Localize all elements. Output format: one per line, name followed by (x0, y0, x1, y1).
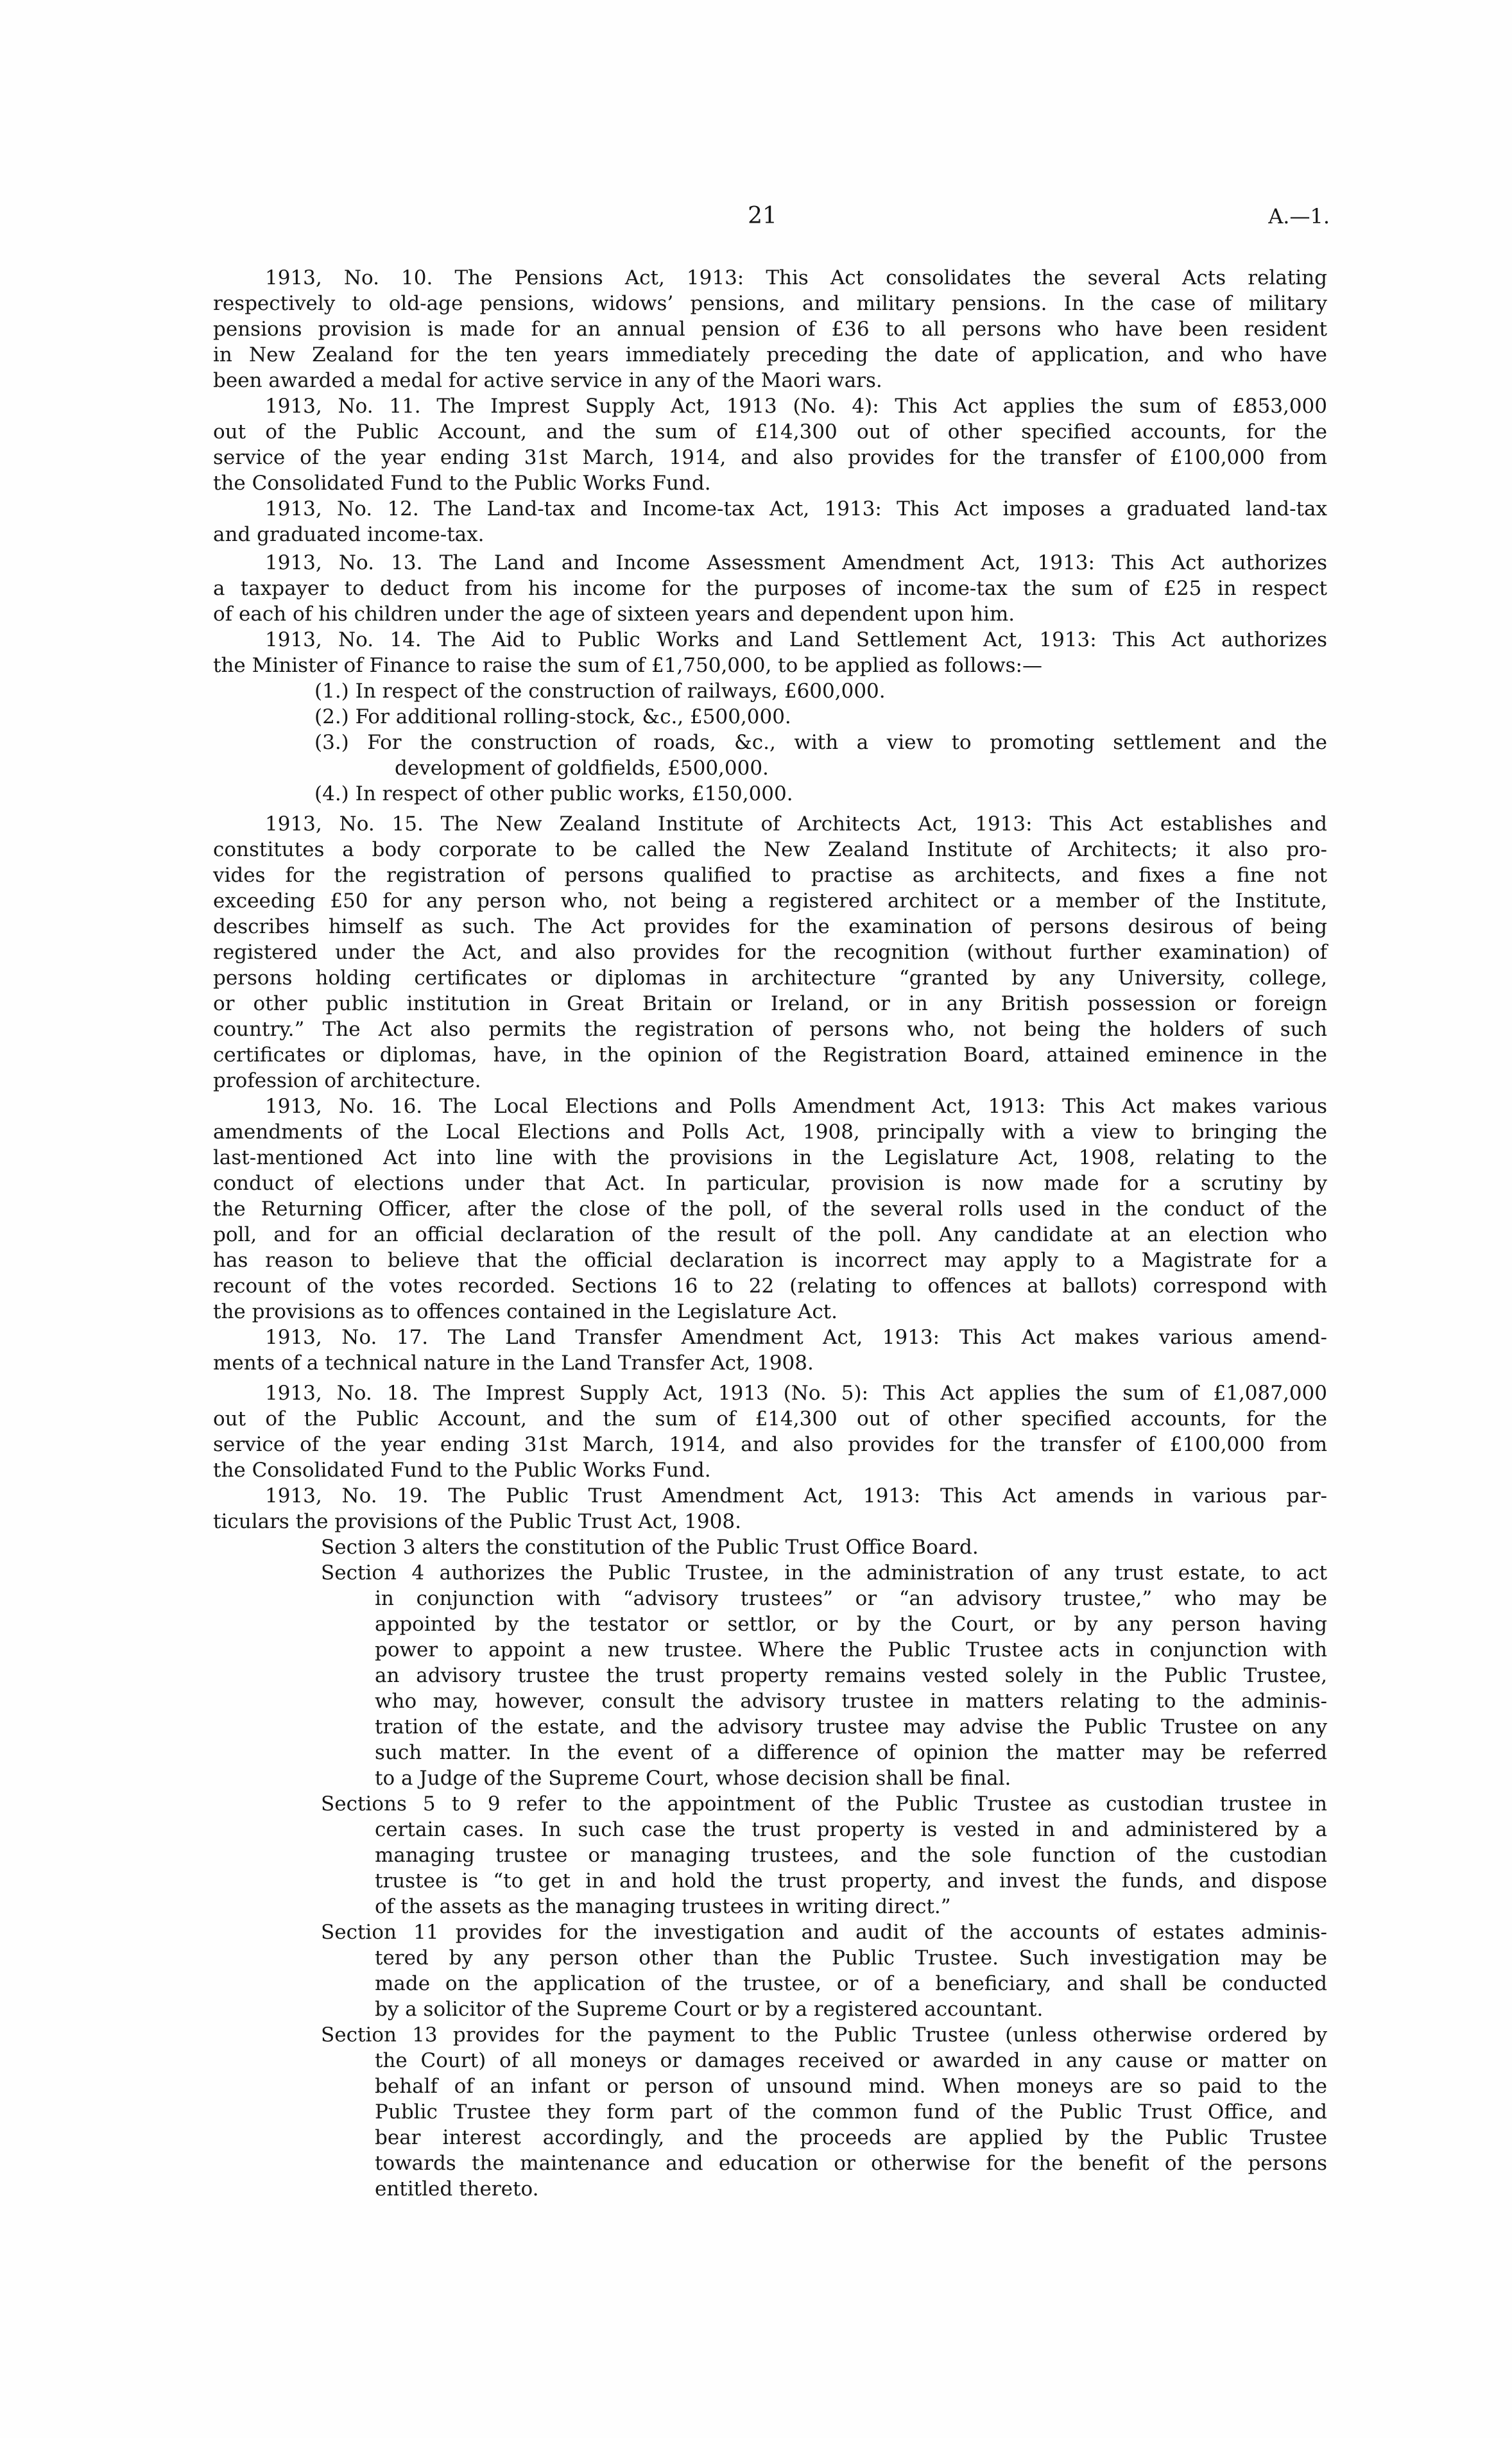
text-line: appointed by the testator or settlor, or by the Court, or by any person having (375, 1613, 1327, 1636)
act-summary-no-12 (213, 496, 1327, 547)
text-line: the provisions as to offences contained in the Legislature Act. (213, 1300, 838, 1323)
text-line: 1913, No. 14. The Aid to Public Works and Land Settlement Act, 1913: This Act authorizes (265, 628, 1327, 651)
appropriation-list (213, 678, 1327, 807)
text-line: exceeding £50 for any person who, not being a registered architect or a member of the Institute, (213, 889, 1327, 913)
text-line: has reason to believe that the official declaration is incorrect may apply to a Magistrate for a (213, 1249, 1327, 1272)
text-line: the Consolidated Fund to the Public Works Fund. (213, 472, 711, 495)
text-line: the Consolidated Fund to the Public Works Fund. (213, 1459, 711, 1482)
text-line: ticulars the provisions of the Public Trust Act, 1908. (213, 1510, 741, 1533)
section-summary-3 (213, 1534, 1327, 1560)
text-line: in conjunction with “advisory trustees” or “an advisory trustee,” who may be (375, 1587, 1327, 1610)
text-line: 1913, No. 19. The Public Trust Amendment Act, 1913: This Act amends in various par- (265, 1484, 1327, 1507)
text-line: trustee is “to get in and hold the trust property, and invest the funds, and dispose (375, 1869, 1327, 1893)
text-line: Section 3 alters the constitution of the Public Trust Office Board. (321, 1536, 979, 1559)
text-line: the Returning Officer, after the close of the poll, of the several rolls used in the conduct of the (213, 1198, 1327, 1221)
document-body (213, 265, 1327, 2202)
text-line: country.” The Act also permits the registration of persons who, not being the holders of such (213, 1018, 1327, 1041)
act-summary-no-10 (213, 265, 1327, 393)
text-line: profession of architecture. (213, 1069, 481, 1092)
text-line: describes himself as such. The Act provides for the examination of persons desirous of being (213, 915, 1327, 938)
text-line: certificates or diplomas, have, in the opinion of the Registration Board, attained eminence in the (213, 1043, 1327, 1067)
text-line: 1913, No. 15. The New Zealand Institute of Architects Act, 1913: This Act establishes and (265, 812, 1327, 836)
text-line: Section 11 provides for the investigation and audit of the accounts of estates adminis- (321, 1921, 1327, 1944)
text-line: behalf of an infant or person of unsound mind. When moneys are so paid to the (375, 2075, 1327, 2098)
text-line: of the assets as the managing trustees in writing direct.” (375, 1895, 951, 1918)
appropriation-item: (1.) In respect of the construction of railways, £600,000. (314, 680, 886, 703)
text-line: entitled thereto. (375, 2177, 539, 2201)
section-summary-13 (213, 2022, 1327, 2202)
appropriation-item: (2.) For additional rolling-stock, &c., £500,000. (314, 705, 791, 728)
text-line: pensions provision is made for an annual pension of £36 to all persons who have been resident (213, 318, 1327, 341)
text-line: service of the year ending 31st March, 1914, and also provides for the transfer of £100,000 from (213, 446, 1327, 469)
text-line: recount of the votes recorded. Sections 16 to 22 (relating to offences at ballots) correspond with (213, 1275, 1327, 1298)
text-line: ments of a technical nature in the Land Transfer Act, 1908. (213, 1352, 814, 1375)
text-line: by a solicitor of the Supreme Court or by a registered accountant. (375, 1998, 1044, 2021)
text-line: 1913, No. 10. The Pensions Act, 1913: This Act consolidates the several Acts relating (265, 266, 1327, 289)
text-line: out of the Public Account, and the sum of £14,300 out of other specified accounts, for the (213, 420, 1327, 443)
text-line: made on the application of the trustee, or of a beneficiary, and shall be conducted (375, 1972, 1327, 1995)
text-line: tration of the estate, and the advisory trustee may advise the Public Trustee on any (375, 1715, 1327, 1738)
text-line: Section 13 provides for the payment to the Public Trustee (unless otherwise ordered by (321, 2023, 1327, 2047)
text-line: 1913, No. 13. The Land and Income Assessment Amendment Act, 1913: This Act authorizes (265, 551, 1327, 574)
text-line: registered under the Act, and also provides for the recognition (without further examination) of (213, 941, 1327, 964)
text-line: 1913, No. 18. The Imprest Supply Act, 1913 (No. 5): This Act applies the sum of £1,087,000 (265, 1382, 1327, 1405)
text-line: of each of his children under the age of sixteen years and dependent upon him. (213, 603, 1015, 626)
appropriation-item: (4.) In respect of other public works, £150,000. (314, 782, 793, 805)
text-line: certain cases. In such case the trust property is vested in and administered by a (375, 1818, 1327, 1841)
section-summary-4 (213, 1560, 1327, 1791)
text-line: Public Trustee they form part of the common fund of the Public Trust Office, and (375, 2100, 1327, 2124)
appropriation-item: (3.) For the construction of roads, &c., with a view to promoting settlement and the (314, 731, 1327, 754)
act-summary-no-16 (213, 1094, 1327, 1325)
text-line: the Minister of Finance to raise the sum of £1,750,000, to be applied as follows:— (213, 654, 1042, 677)
text-line: been awarded a medal for active service in any of the Maori wars. (213, 369, 882, 392)
document-reference: A.—1. (1268, 204, 1330, 228)
text-line: 1913, No. 16. The Local Elections and Polls Amendment Act, 1913: This Act makes various (265, 1095, 1327, 1118)
text-line: tered by any person other than the Public Trustee. Such investigation may be (375, 1946, 1327, 1970)
text-line: conduct of elections under that Act. In particular, provision is now made for a scrutiny by (213, 1172, 1327, 1195)
act-summary-no-15 (213, 811, 1327, 1094)
text-line: last-mentioned Act into line with the provisions in the Legislature Act, 1908, relating to the (213, 1146, 1327, 1169)
text-line: constitutes a body corporate to be called the New Zealand Institute of Architects; it also pro- (213, 838, 1327, 861)
appropriation-item-continued: development of goldfields, £500,000. (395, 757, 769, 780)
text-line: respectively to old-age pensions, widows’ pensions, and military pensions. In the case of military (213, 292, 1327, 315)
text-line: a taxpayer to deduct from his income for the purposes of income-tax the sum of £25 in respect (213, 577, 1327, 600)
text-line: such matter. In the event of a difference of opinion the matter may be referred (375, 1741, 1327, 1764)
text-line: to a Judge of the Supreme Court, whose decision shall be final. (375, 1767, 1011, 1790)
text-line: 1913, No. 12. The Land-tax and Income-tax Act, 1913: This Act imposes a graduated land-tax (265, 497, 1327, 520)
act-summary-no-18 (213, 1380, 1327, 1483)
act-summary-no-13 (213, 550, 1327, 627)
section-summary-5-to-9 (213, 1791, 1327, 1919)
text-line: Sections 5 to 9 refer to the appointment of the Public Trustee as custodian trustee in (321, 1792, 1327, 1816)
text-line: vides for the registration of persons qualified to practise as architects, and fixes a fine not (213, 864, 1327, 887)
text-line: or other public institution in Great Britain or Ireland, or in any British possession or foreign (213, 992, 1327, 1015)
text-line: managing trustee or managing trustees, and the sole function of the custodian (375, 1844, 1327, 1867)
text-line: bear interest accordingly, and the proceeds are applied by the Public Trustee (375, 2126, 1327, 2149)
page-number: 21 (748, 203, 777, 229)
text-line: the Court) of all moneys or damages received or awarded in any cause or matter on (375, 2049, 1327, 2072)
text-line: persons holding certificates or diplomas in architecture “granted by any University, college, (213, 966, 1327, 990)
text-line: an advisory trustee the trust property remains vested solely in the Public Trustee, (375, 1664, 1327, 1687)
section-summary-11 (213, 1919, 1327, 2022)
text-line: out of the Public Account, and the sum of £14,300 out of other specified accounts, for the (213, 1407, 1327, 1430)
act-summary-no-19 (213, 1483, 1327, 2202)
act-summary-no-11 (213, 393, 1327, 496)
text-line: Section 4 authorizes the Public Trustee, in the administration of any trust estate, to act (321, 1561, 1327, 1584)
text-line: 1913, No. 17. The Land Transfer Amendment Act, 1913: This Act makes various amend- (265, 1326, 1327, 1349)
act-summary-no-14 (213, 627, 1327, 807)
text-line: in New Zealand for the ten years immediately preceding the date of application, and who have (213, 343, 1327, 366)
text-line: poll, and for an official declaration of the result of the poll. Any candidate at an election who (213, 1223, 1327, 1246)
text-line: and graduated income-tax. (213, 523, 485, 546)
act-summary-no-17 (213, 1325, 1327, 1376)
text-line: 1913, No. 11. The Imprest Supply Act, 1913 (No. 4): This Act applies the sum of £853,000 (265, 395, 1327, 418)
text-line: amendments of the Local Elections and Polls Act, 1908, principally with a view to bringing the (213, 1120, 1327, 1144)
text-line: service of the year ending 31st March, 1914, and also provides for the transfer of £100,000 from (213, 1433, 1327, 1456)
text-line: who may, however, consult the advisory trustee in matters relating to the adminis- (375, 1690, 1327, 1713)
text-line: power to appoint a new trustee. Where the Public Trustee acts in conjunction with (375, 1638, 1327, 1661)
text-line: towards the maintenance and education or otherwise for the benefit of the persons (375, 2152, 1327, 2175)
